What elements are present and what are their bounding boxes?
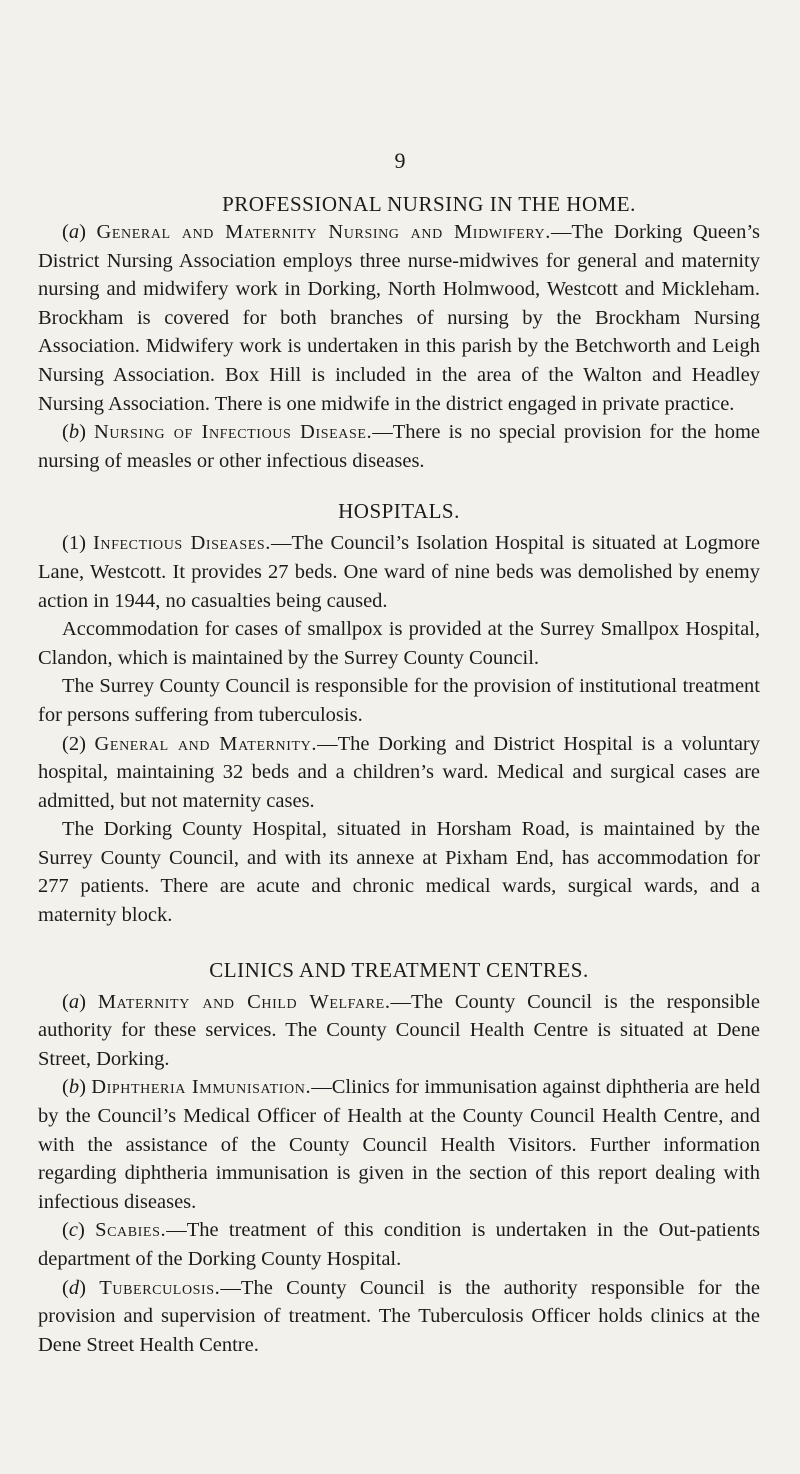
paragraph-text: —The Dorking and District Hospital is a voluntary hospital, maintaining 32 beds and a children’s ward. Medical and surgical cases are admitted, but not maternity cases. [38, 732, 761, 812]
item-number: (1) [62, 532, 86, 555]
item-letter: c [68, 1219, 78, 1242]
paragraph-text: —The Council’s Isolation Hospital is situated at Logmore Lane, Westcott. It provides 27 beds. One ward of nine beds was demolished by enemy action in 1944, no casualties being caused. [38, 532, 760, 612]
section-heading-hospitals: HOSPITALS. [338, 499, 460, 524]
section-heading-home-nursing: PROFESSIONAL NURSING IN THE HOME. [222, 192, 636, 216]
paragraph-text: —The County Council is the authority responsible for the provision and supervision of treatment. The Tuberculosis Officer holds clinics at the Dene Street Health Centre. [38, 1276, 761, 1356]
paragraph-diphtheria-immunisation: (b) Diphtheria Immunisation.—Clinics for immunisation against diphtheria are held by the Council’s Medical Officer of Health at the County Council Health Centre, and with the assistance of the County Council Health Visitors. Further information regarding diphtheria immunisation is given in the section of this report dealing with infectious diseases. [38, 1076, 760, 1213]
paragraph-title: Scabies. [95, 1219, 167, 1242]
paragraph-text: —There is no special provision for the home nursing of measles or other infectious diseases. [38, 421, 761, 472]
item-letter: b [68, 1076, 80, 1099]
item-number: (2) [62, 732, 86, 755]
paragraph-maternity-child-welfare: (a) Maternity and Child Welfare.—The County Council is the responsible authority for these services. The County Council Health Centre is situated at Dene Street, Dorking. [38, 990, 761, 1070]
paragraph-text: —Clinics for immunisation against diphtheria are held by the Council’s Medical Officer of Health at the County Council Health Centre, and with the assistance of the County Council Health Visitors. Further information regarding diphtheria immunisation is given in the section of this report dealing with infectious diseases. [38, 1076, 760, 1213]
paragraph-general-maternity-nursing: (a) General and Maternity Nursing and Midwifery.—The Dorking Queen’s District Nursing Association employs three nurse-midwives for general and maternity nursing and midwifery work in Dorking, North Holmwood, Westcott and Mickleham. Brockham is covered for both branches of nursing by the Brockham Nursing Association. Midwifery work is undertaken in this parish by the Betchworth and Leigh Nursing Association. Box Hill is included in the area of the Walton and Headley Nursing Association. There is one midwife in the district engaged in private practice. [38, 221, 761, 415]
section-heading-clinics: CLINICS AND TREATMENT CENTRES. [209, 957, 589, 982]
paragraph-text: —The Dorking Queen’s District Nursing Association employs three nurse-midwives for general and maternity nursing and midwifery work in Dorking, North Holmwood, Westcott and Mickleham. Brockham is covered for both branches of nursing by the Brockham Nursing Association. Midwifery work is undertaken in this parish by the Betchworth and Leigh Nursing Association. Box Hill is included in the area of the Walton and Headley Nursing Association. There is one midwife in the district engaged in private practice. [38, 221, 761, 415]
paragraph-tuberculosis-provision: The Surrey County Council is responsible for the provision of institutional treatment for persons suffering from tuberculosis. [38, 675, 760, 726]
paragraph-title: Nursing of Infectious Disease. [93, 421, 373, 444]
paragraph-tuberculosis-clinics: (d) Tuberculosis.—The County Council is the authority responsible for the provision and supervision of treatment. The Tuberculosis Officer holds clinics at the Dene Street Health Centre. [38, 1276, 761, 1356]
paragraph-county-hospital: The Dorking County Hospital, situated in Horsham Road, is maintained by the Surrey County Council, and with its annexe at Pixham End, has accommodation for 277 patients. There are acute and chronic medical wards, surgical wards, and a maternity block. [38, 818, 760, 927]
paragraph-title: Maternity and Child Welfare. [97, 990, 391, 1013]
paragraph-isolation-hospital [38, 529, 760, 615]
paragraph-text: —The treatment of this condition is undertaken in the Out-patients department of the Dorking County Hospital. [38, 1219, 760, 1270]
page-number: 9 [394, 148, 406, 173]
item-letter: a [68, 990, 80, 1013]
item-letter: d [68, 1276, 80, 1299]
paragraph-infectious-disease-nursing: (b) Nursing of Infectious Disease.—There is no special provision for the home nursing of measles or other infectious diseases. [38, 421, 761, 472]
item-letter: b [68, 421, 80, 444]
item-letter: a [68, 221, 80, 243]
paragraph-title: Tuberculosis. [99, 1276, 221, 1299]
paragraph-smallpox: Accommodation for cases of smallpox is provided at the Surrey Smallpox Hospital, Clandon, which is maintained by the Surrey County Council. [38, 618, 760, 669]
paragraph-scabies: (c) Scabies.—The treatment of this condition is undertaken in the Out-patients department of the Dorking County Hospital. [38, 1219, 760, 1270]
paragraph-district-hospital [38, 730, 760, 816]
document-body [38, 190, 760, 1359]
paragraph-text: —The County Council is the responsible authority for these services. The County Council Health Centre is situated at Dene Street, Dorking. [38, 990, 761, 1070]
paragraph-title: Diphtheria Immunisation. [91, 1076, 312, 1099]
paragraph-title: Infectious Diseases. [92, 532, 272, 555]
paragraph-title: General and Maternity. [94, 732, 318, 755]
paragraph-title: General and Maternity Nursing and Midwifery. [96, 221, 551, 243]
